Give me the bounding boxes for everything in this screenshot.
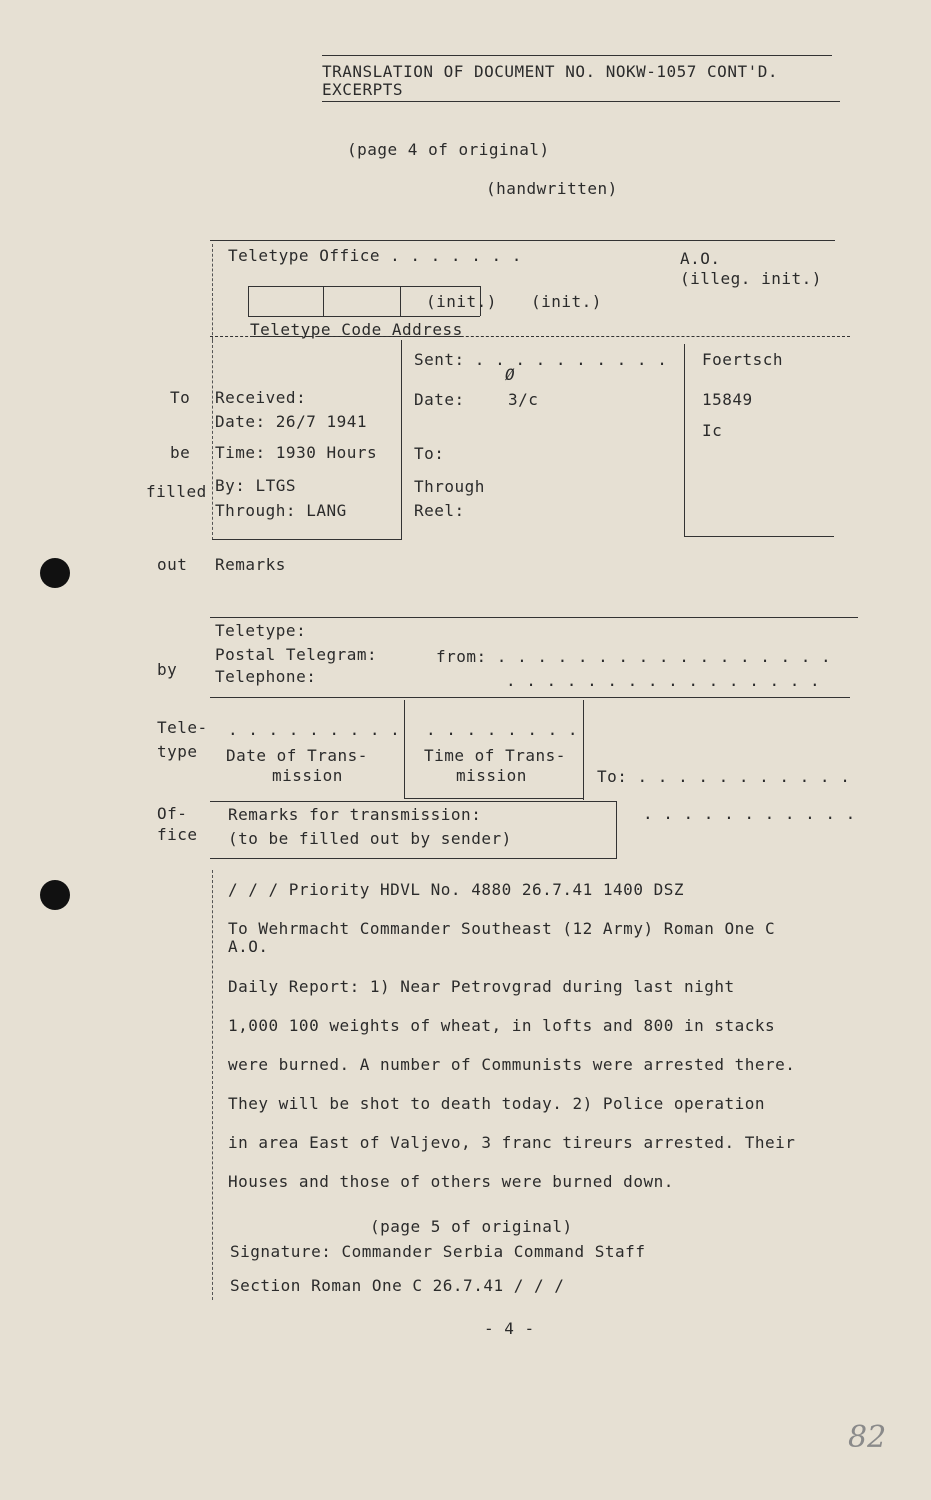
office-divider (583, 700, 584, 800)
transmit-dots: . . . . . . . . . . . . . . . . (506, 671, 821, 690)
handwritten-mark: Ø (505, 365, 516, 384)
document-title: TRANSLATION OF DOCUMENT NO. NOKW-1057 CONT'D. (322, 62, 778, 81)
side-label-fice: fice (157, 825, 198, 844)
to-line-1: To Wehrmacht Commander Southeast (12 Army) Roman One C (228, 919, 776, 938)
received-through: Through: LANG (215, 501, 347, 520)
page-note: (page 4 of original) (347, 140, 550, 159)
form-left-edge (212, 244, 213, 340)
side-label-tele: Tele- (157, 718, 208, 737)
transmit-rule (210, 697, 850, 698)
sent-to: To: (414, 444, 445, 463)
page5-note: (page 5 of original) (370, 1217, 573, 1236)
code-address-rule (210, 336, 850, 337)
recipient-name: Foertsch (702, 350, 784, 369)
header-rule-top (322, 55, 832, 56)
code-box-top (248, 286, 480, 287)
transmit-postal: Postal Telegram: (215, 645, 378, 664)
sent-through: Through (414, 477, 485, 496)
recipient-section: Ic (702, 421, 723, 440)
received-date: Date: 26/7 1941 (215, 412, 367, 431)
date-trans-label-1: Date of Trans- (226, 746, 368, 765)
punch-hole (40, 558, 70, 588)
init-mark-1: (init.) (426, 292, 497, 311)
sent-reel: Reel: (414, 501, 465, 520)
transmit-telephone: Telephone: (215, 667, 317, 686)
sent-label: Sent: . . . . . . . . . . (414, 350, 668, 369)
header-rule-bottom (322, 101, 840, 102)
remarks-box-bottom (210, 858, 616, 859)
remarks-box-top (210, 801, 616, 802)
body-line: Daily Report: 1) Near Petrovgrad during last night (228, 977, 735, 996)
message-margin-line (212, 870, 213, 1300)
transmit-from: from: . . . . . . . . . . . . . . . . . (436, 647, 832, 666)
side-label-by: by (157, 660, 178, 679)
side-label-of: Of- (157, 804, 188, 823)
received-box-left (212, 340, 213, 540)
code-box-divider (400, 286, 401, 316)
office-divider (404, 700, 405, 798)
illeg-init-label: (illeg. init.) (680, 269, 822, 288)
side-label-to: To (170, 388, 191, 407)
to-line-2: A.O. (228, 937, 269, 956)
code-box-divider (248, 286, 249, 316)
date-trans-label-2: mission (272, 766, 343, 785)
time-trans-label-1: Time of Trans- (424, 746, 566, 765)
right-box-left (684, 344, 685, 536)
remarks-transmission-1: Remarks for transmission: (228, 805, 482, 824)
office-dots-2: . . . . . . . . (426, 720, 578, 739)
side-label-filled: filled (146, 482, 207, 501)
punch-hole (40, 880, 70, 910)
transmit-teletype: Teletype: (215, 621, 307, 640)
document-subtitle: EXCERPTS (322, 80, 404, 99)
right-box-bottom (684, 536, 834, 537)
ao-label: A.O. (680, 249, 721, 268)
body-line: Houses and those of others were burned down. (228, 1172, 674, 1191)
remarks-transmission-2: (to be filled out by sender) (228, 829, 512, 848)
received-box-right (401, 340, 402, 540)
office-to: To: . . . . . . . . . . . (597, 767, 851, 786)
signature-line: Signature: Commander Serbia Command Staff (230, 1242, 646, 1261)
handwritten-page-number: 82 (848, 1420, 887, 1455)
office-box-bottom (404, 798, 584, 799)
teletype-office-label: Teletype Office . . . . . . . (228, 246, 522, 265)
office-dots-1: . . . . . . . . . (228, 720, 401, 739)
received-box-bottom (212, 539, 402, 540)
recipient-number: 15849 (702, 390, 753, 409)
body-line: were burned. A number of Communists were arrested there. (228, 1055, 796, 1074)
received-by: By: LTGS (215, 476, 297, 495)
priority-line: / / / Priority HDVL No. 4880 26.7.41 1400 DSZ (228, 880, 684, 899)
remarks-label: Remarks (215, 555, 286, 574)
handwritten-note: (handwritten) (486, 179, 618, 198)
page-number: - 4 - (484, 1319, 535, 1338)
body-line: 1,000 100 weights of wheat, in lofts and 800 in stacks (228, 1016, 776, 1035)
init-mark-2: (init.) (531, 292, 602, 311)
code-address-label: Teletype Code Address (250, 320, 463, 339)
side-label-type: type (157, 742, 198, 761)
sent-date-value: 3/c (508, 390, 539, 409)
time-trans-label-2: mission (456, 766, 527, 785)
received-label: Received: (215, 388, 307, 407)
body-line: They will be shot to death today. 2) Police operation (228, 1094, 766, 1113)
remarks-rule (210, 617, 858, 618)
code-box-divider (323, 286, 324, 316)
form-top-rule (210, 240, 835, 241)
sent-date-label: Date: (414, 390, 465, 409)
office-dots-3: . . . . . . . . . . . (643, 804, 856, 823)
side-label-be: be (170, 443, 191, 462)
received-time: Time: 1930 Hours (215, 443, 378, 462)
section-line: Section Roman One C 26.7.41 / / / (230, 1276, 565, 1295)
remarks-box-right (616, 801, 617, 859)
body-line: in area East of Valjevo, 3 franc tireurs arrested. Their (228, 1133, 796, 1152)
code-box-bottom (248, 316, 480, 317)
side-label-out: out (157, 555, 188, 574)
